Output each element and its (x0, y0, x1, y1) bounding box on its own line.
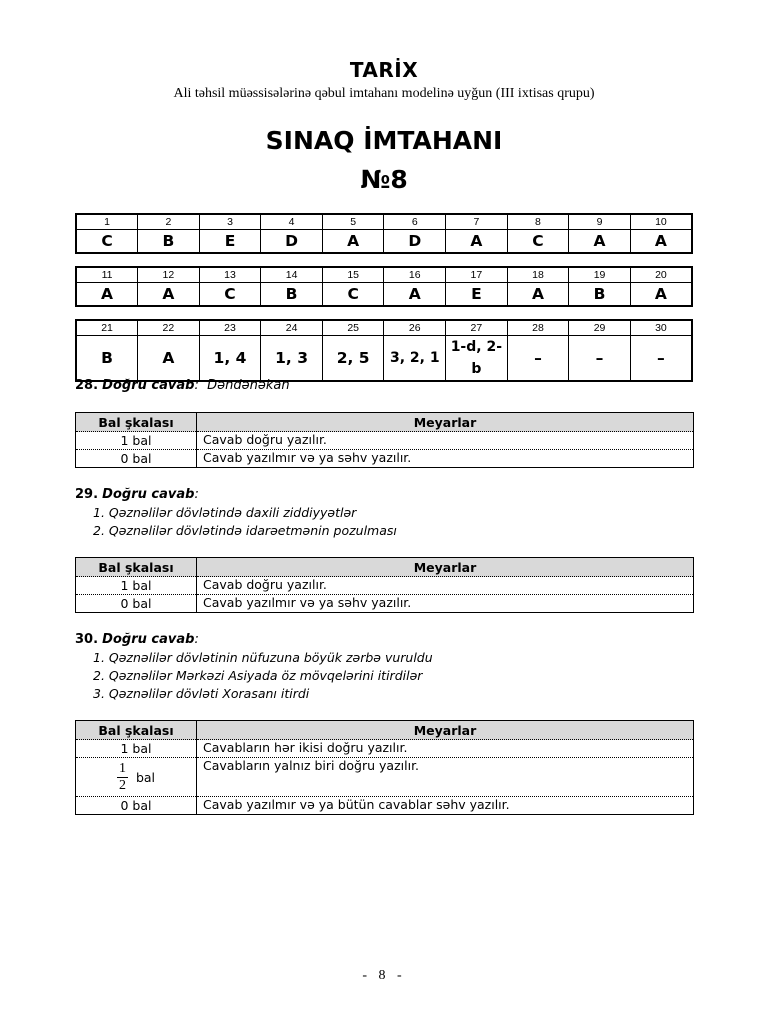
q28-label: Doğru cavab (102, 378, 195, 393)
list-item: 3. Qəznəlilər dövləti Xorasanı itirdi (93, 686, 310, 701)
question-number: 2 (138, 214, 200, 230)
answer-cell: A (569, 230, 631, 254)
q29-number: 29. (75, 487, 99, 502)
question-number: 26 (384, 320, 446, 336)
question-number: 24 (261, 320, 323, 336)
score-cell: 1 bal (76, 577, 197, 595)
q30-number: 30. (75, 632, 99, 647)
table-row (76, 432, 694, 450)
answer-cell: C (507, 230, 569, 254)
question-number: 21 (76, 320, 138, 336)
criteria-header: Meyarlar (197, 721, 694, 740)
question-number: 25 (322, 320, 384, 336)
criteria-cell: Cavab yazılmır və ya səhv yazılır. (197, 450, 694, 468)
q28-heading: 28. Doğru cavab: Dəndənəkan (75, 378, 290, 393)
q29-score-table (75, 557, 694, 613)
answer-cell: – (507, 336, 569, 382)
answer-key-table-1 (75, 213, 693, 254)
half-point-fraction (117, 761, 155, 794)
q28-number: 28. (75, 378, 99, 393)
question-number: 16 (384, 267, 446, 283)
question-number: 1 (76, 214, 138, 230)
question-number: 11 (76, 267, 138, 283)
score-cell: 0 bal (76, 797, 197, 815)
answer-cell: – (630, 336, 692, 382)
answer-cell: 1, 3 (261, 336, 323, 382)
answer-cell: A (630, 230, 692, 254)
page-title: SINAQ İMTAHANI (265, 126, 503, 155)
question-number: 15 (322, 267, 384, 283)
question-number: 4 (261, 214, 323, 230)
fraction-unit: bal (135, 770, 156, 785)
score-cell: 1 bal (76, 432, 197, 450)
answer-cell: E (199, 230, 261, 254)
subject-title: TARİX (349, 58, 419, 82)
answer-cell: A (446, 230, 508, 254)
question-number: 29 (569, 320, 631, 336)
question-number: 30 (630, 320, 692, 336)
answer-cell: D (384, 230, 446, 254)
list-item: 2. Qəznəlilər dövlətində idarəetmənin pozulması (93, 523, 397, 538)
page-number: - 8 - (362, 968, 406, 983)
table-row (76, 797, 694, 815)
answer-cell: C (322, 283, 384, 307)
table-row (76, 740, 694, 758)
exam-subtitle: Ali təhsil müəssisələrinə qəbul imtahanı modelinə uyğun (III ixtisas qrupu) (173, 86, 595, 101)
question-number: 7 (446, 214, 508, 230)
question-number: 5 (322, 214, 384, 230)
criteria-cell: Cavab yazılmır və ya bütün cavablar səhv yazılır. (197, 797, 694, 815)
answer-cell: A (138, 336, 200, 382)
question-number: 28 (507, 320, 569, 336)
score-scale-header: Bal şkalası (76, 413, 197, 432)
table-row (76, 758, 694, 797)
score-scale-header: Bal şkalası (76, 558, 197, 577)
list-item: 1. Qəznəlilər dövlətində daxili ziddiyyətlər (93, 505, 357, 520)
answer-cell: C (76, 230, 138, 254)
q30-heading: 30. Doğru cavab: (75, 632, 199, 647)
question-number: 8 (507, 214, 569, 230)
q30-label: Doğru cavab (102, 632, 195, 647)
answer-cell: A (322, 230, 384, 254)
answer-key-table-2 (75, 266, 693, 307)
answer-cell: 1, 4 (199, 336, 261, 382)
answer-cell: 3, 2, 1 (384, 336, 446, 382)
table-row (76, 595, 694, 613)
q29-answer-list (93, 504, 397, 540)
question-number: 23 (199, 320, 261, 336)
q29-label: Doğru cavab (102, 487, 195, 502)
question-number: 14 (261, 267, 323, 283)
q28-score-table (75, 412, 694, 468)
question-number: 9 (569, 214, 631, 230)
score-cell: 1 bal (76, 740, 197, 758)
list-item: 1. Qəznəlilər dövlətinin nüfuzuna böyük zərbə vuruldu (93, 650, 433, 665)
criteria-header: Meyarlar (197, 558, 694, 577)
answer-cell: A (384, 283, 446, 307)
answer-cell: 2, 5 (322, 336, 384, 382)
fraction-denominator: 2 (118, 778, 126, 793)
q29-heading: 29. Doğru cavab: (75, 487, 199, 502)
answer-cell: A (507, 283, 569, 307)
question-number: 19 (569, 267, 631, 283)
score-scale-header: Bal şkalası (76, 721, 197, 740)
table-row (76, 450, 694, 468)
answer-key-table-3 (75, 319, 693, 382)
answer-cell: A (138, 283, 200, 307)
table-row (76, 577, 694, 595)
q28-answer: Dəndənəkan (207, 378, 290, 393)
question-number: 10 (630, 214, 692, 230)
question-number: 22 (138, 320, 200, 336)
answer-cell: – (569, 336, 631, 382)
question-number: 13 (199, 267, 261, 283)
answer-cell: A (630, 283, 692, 307)
question-number: 12 (138, 267, 200, 283)
criteria-cell: Cavabların yalnız biri doğru yazılır. (197, 758, 694, 797)
question-number: 6 (384, 214, 446, 230)
q30-answer-list (93, 649, 433, 703)
answer-cell: E (446, 283, 508, 307)
q30-score-table (75, 720, 694, 815)
question-number: 27 (446, 320, 508, 336)
criteria-cell: Cavabların hər ikisi doğru yazılır. (197, 740, 694, 758)
criteria-cell: Cavab doğru yazılır. (197, 577, 694, 595)
answer-cell: B (76, 336, 138, 382)
question-number: 3 (199, 214, 261, 230)
answer-cell: 1-d, 2-b (446, 336, 508, 382)
answer-cell: C (199, 283, 261, 307)
answer-cell: D (261, 230, 323, 254)
fraction-numerator: 1 (118, 761, 126, 776)
criteria-cell: Cavab doğru yazılır. (197, 432, 694, 450)
answer-cell: B (569, 283, 631, 307)
answer-cell: B (261, 283, 323, 307)
answer-cell: B (138, 230, 200, 254)
answer-cell: A (76, 283, 138, 307)
question-number: 17 (446, 267, 508, 283)
criteria-cell: Cavab yazılmır və ya səhv yazılır. (197, 595, 694, 613)
question-number: 20 (630, 267, 692, 283)
score-cell: 0 bal (76, 450, 197, 468)
exam-number: №8 (360, 165, 408, 194)
list-item: 2. Qəznəlilər Mərkəzi Asiyada öz mövqelərini itirdilər (93, 668, 423, 683)
score-cell: 0 bal (76, 595, 197, 613)
score-cell-half (76, 758, 197, 797)
question-number: 18 (507, 267, 569, 283)
criteria-header: Meyarlar (197, 413, 694, 432)
